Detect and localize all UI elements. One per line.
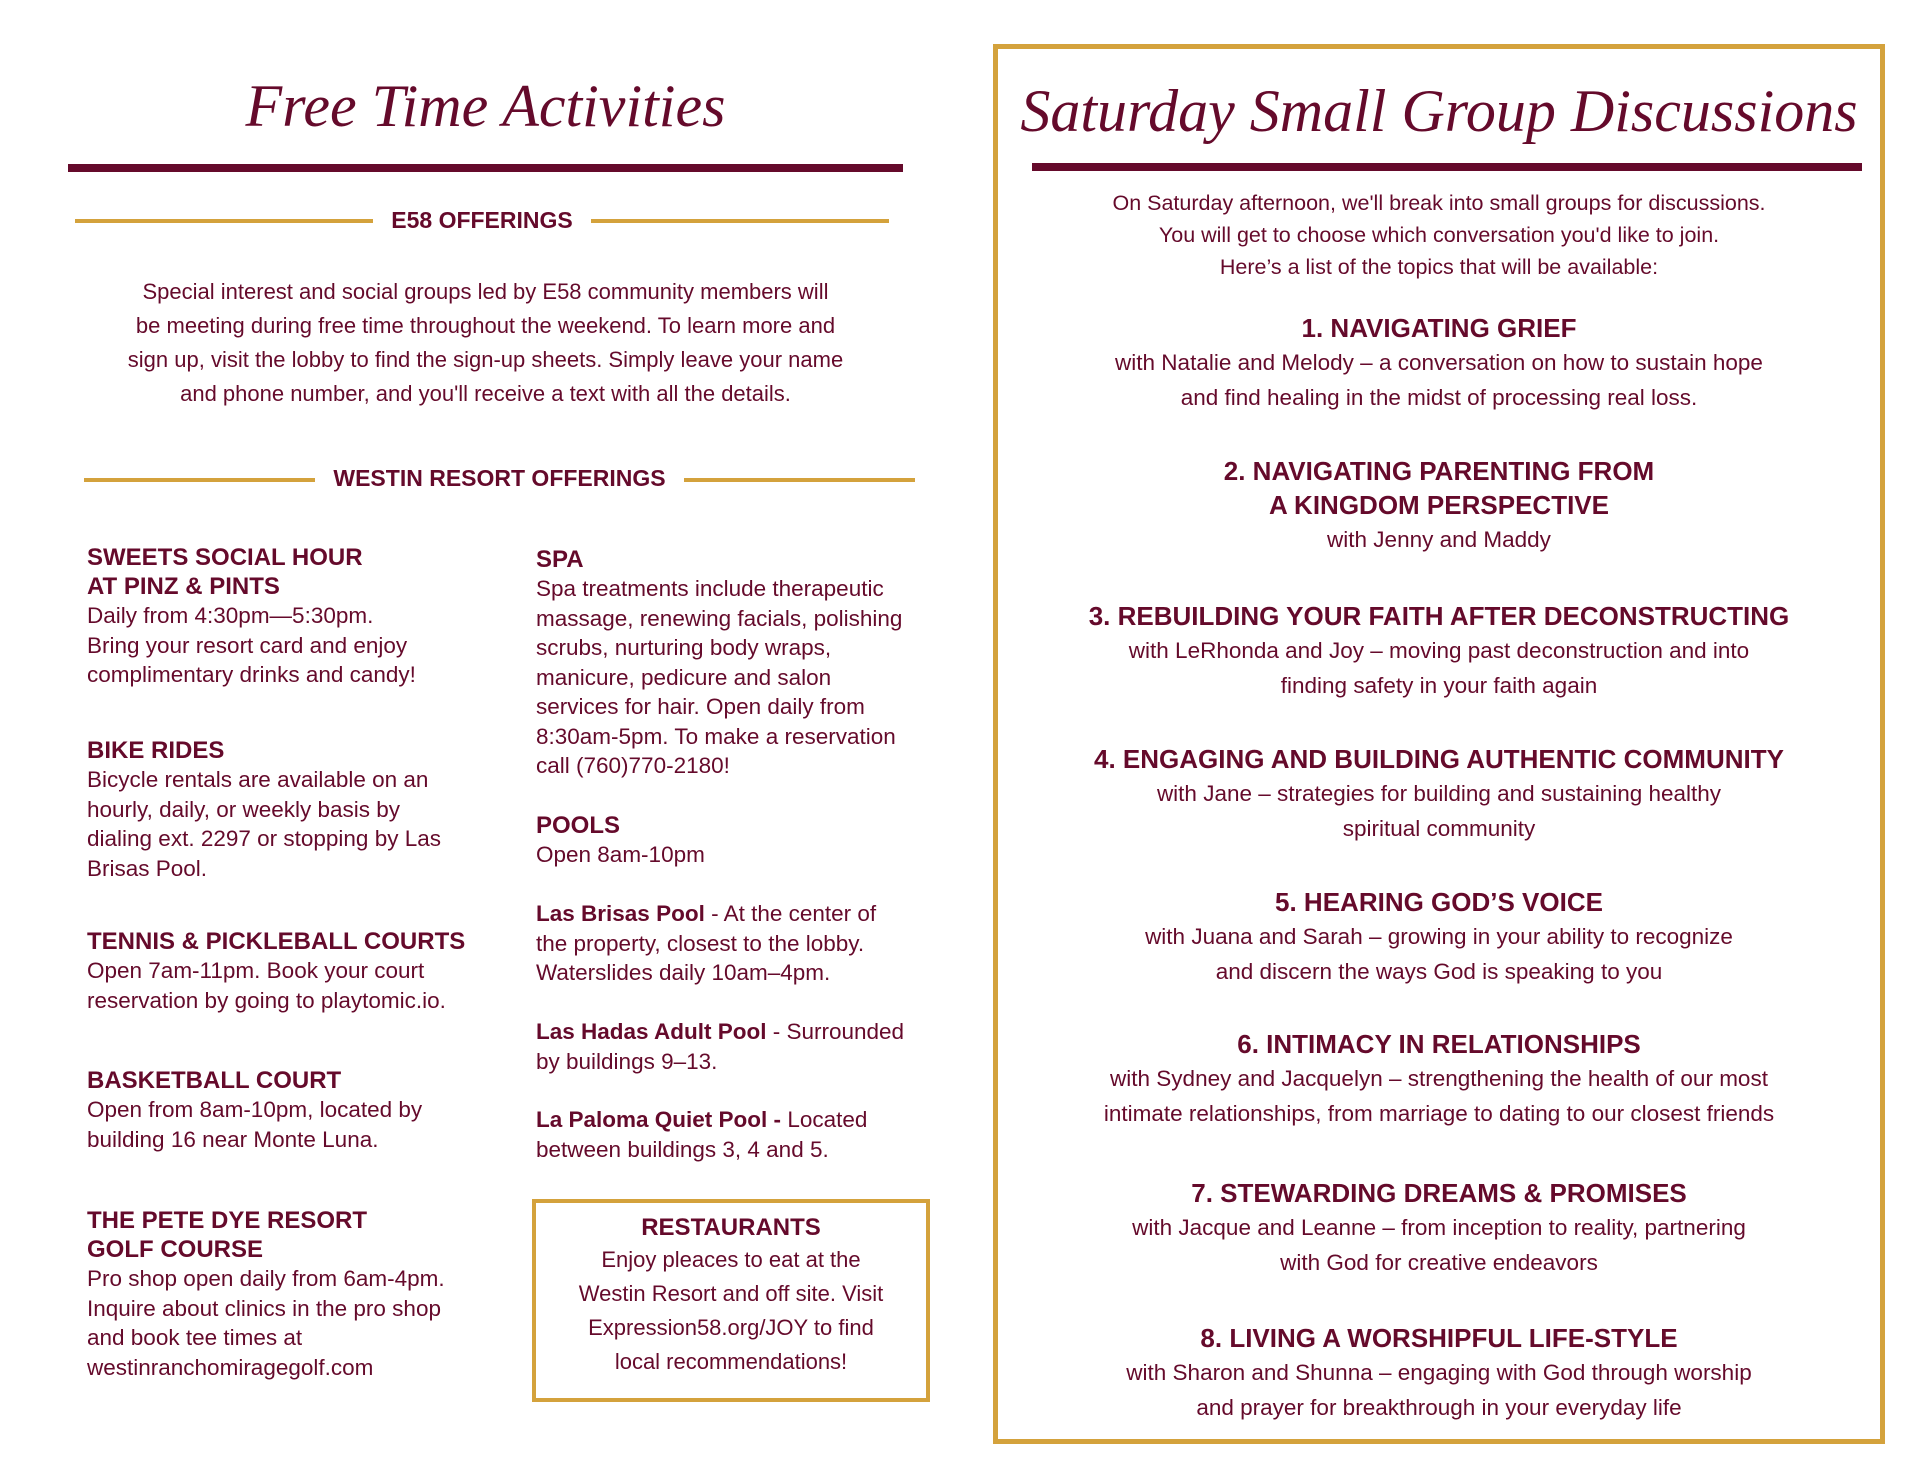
activity-body [87,601,507,690]
pool-text: At the center of [723,901,877,926]
topic-7 [998,1176,1880,1280]
activity-heading: BIKE RIDES [87,737,225,764]
topic-heading: 3. REBUILDING YOUR FAITH AFTER DECONSTRUCTING [1088,601,1790,631]
topic-desc-line: and find healing in the midst of processing real loss. [1180,385,1698,410]
topic-desc-line: with Sharon and Shunna – engaging with God through worship [1126,1360,1752,1385]
activity-heading: SPA [536,546,584,573]
topic-2 [998,454,1880,557]
activity-heading-line: GOLF COURSE [87,1236,264,1263]
topic-heading: 6. INTIMACY IN RELATIONSHIPS [1237,1029,1641,1059]
topic-desc-line: with Sydney and Jacquelyn – strengthening the health of our most [1110,1066,1768,1091]
activity-sweets-social-hour [87,543,507,690]
activity-golf-course [87,1206,507,1382]
topic-8 [998,1321,1880,1425]
topic-heading: 2. NAVIGATING PARENTING FROM [1223,456,1655,486]
pools-hours: Open 8am-10pm [536,842,705,867]
westin-label-wrap [84,465,915,492]
topic-heading: 4. ENGAGING AND BUILDING AUTHENTIC COMMUNITY [1094,744,1784,774]
pool-la-paloma [536,1105,956,1164]
activity-body-line: reservation by going to playtomic.io. [87,987,446,1013]
activity-body-line: 8:30am-5pm. To make a reservation [536,723,896,749]
e58-paragraph-line: Special interest and social groups led by E58 community members will [142,279,829,304]
activity-body-line: Bicycle rentals are available on an [87,767,429,792]
activity-heading: TENNIS & PICKLEBALL COURTS [87,928,466,955]
discussions-title-divider [1032,163,1862,171]
intro-line: You will get to choose which conversation you'd like to join. [1158,223,1720,247]
intro-line: On Saturday afternoon, we'll break into small groups for discussions. [1112,191,1766,215]
topic-4 [998,742,1880,846]
e58-paragraph-line: sign up, visit the lobby to find the sign-up sheets. Simply leave your name [127,347,844,372]
activity-body-line: Bring your resort card and enjoy [87,632,408,658]
intro-line: Here’s a list of the topics that will be available: [1219,255,1659,279]
pool-las-hadas [536,1017,956,1076]
topic-6 [998,1027,1880,1131]
e58-paragraph-line: be meeting during free time throughout the weekend. To learn more and [135,313,836,338]
activity-heading-line: SWEETS SOCIAL HOUR [87,544,363,571]
restaurants-line: local recommendations! [614,1349,848,1374]
discussions-intro [998,187,1880,283]
activity-body-line: Daily from 4:30pm—5:30pm. [87,603,374,628]
restaurants-line: Expression58.org/JOY to find [588,1315,874,1340]
activity-heading-line: AT PINZ & PINTS [87,573,280,600]
activity-heading: POOLS [536,812,621,839]
discussions-title: Saturday Small Group Discussions [1020,78,1858,144]
topic-5 [998,885,1880,989]
pool-name: Las Brisas Pool [536,901,705,926]
activity-body-line: Brisas Pool. [87,855,208,881]
activity-body-line: call (760)770-2180! [536,753,730,778]
pool-line: between buildings 3, 4 and 5. [536,1136,829,1162]
restaurants-line: Enjoy pleaces to eat at the [601,1247,861,1272]
activity-body-line: dialing ext. 2297 or stopping by Las [87,826,441,851]
title-divider [68,164,903,172]
activity-bike-rides [87,736,507,883]
e58-offerings-label: E58 OFFERINGS [373,207,590,233]
activity-body-line: Open 7am-11pm. Book your court [87,958,425,983]
topic-3 [998,599,1880,703]
e58-paragraph [68,275,903,411]
topic-heading: 1. NAVIGATING GRIEF [1301,313,1577,343]
free-time-title: Free Time Activities [245,73,726,139]
activity-body-line: Open from 8am-10pm, located by [87,1097,423,1122]
activity-body-line: Spa treatments include therapeutic [536,576,884,601]
activity-heading [87,543,507,601]
westin-offerings-label: WESTIN RESORT OFFERINGS [315,465,683,491]
e58-label-wrap [75,207,889,234]
activity-spa [536,545,956,781]
activity-heading-line: THE PETE DYE RESORT [87,1207,368,1234]
topic-heading: 8. LIVING A WORSHIPFUL LIFE-STYLE [1200,1323,1678,1353]
activity-heading: BASKETBALL COURT [87,1067,342,1094]
topic-1 [998,311,1880,415]
e58-paragraph-line: and phone number, and you'll receive a text with all the details. [180,381,791,406]
activity-body-line: massage, renewing facials, polishing [536,605,903,631]
activity-body-line: scrubs, nurturing body wraps, [536,635,832,660]
topic-desc-line: with Jenny and Maddy [1327,527,1551,552]
pool-text: Surrounded [786,1019,905,1044]
topic-desc-line: and prayer for breakthrough in your everyday life [1196,1395,1682,1420]
restaurants-box [532,1199,930,1402]
pool-separator: - [704,901,724,926]
pool-line [536,1017,956,1047]
activity-body-line: Inquire about clinics in the pro shop [87,1295,441,1321]
activity-body-line: westinranchomiragegolf.com [87,1354,374,1380]
activity-body-line: building 16 near Monte Luna. [87,1126,379,1152]
topic-desc-line: intimate relationships, from marriage to dating to our closest friends [1103,1101,1775,1126]
activity-heading [87,1206,507,1264]
pool-las-brisas [536,899,956,988]
topic-heading: 5. HEARING GOD’S VOICE [1275,887,1603,917]
activity-body [536,574,956,781]
topic-desc-line: with God for creative endeavors [1280,1250,1598,1275]
topic-desc-line: with Juana and Sarah – growing in your ability to recognize [1145,924,1733,949]
topic-desc-line: with Jane – strategies for building and sustaining healthy [1156,781,1722,806]
pool-name: Las Hadas Adult Pool [536,1019,767,1044]
activity-body-line: hourly, daily, or weekly basis by [87,796,401,822]
activity-pools [536,811,956,870]
pool-line [536,1105,956,1135]
activity-body [87,1095,507,1154]
activity-body-line: complimentary drinks and candy! [87,662,416,687]
topic-heading: 7. STEWARDING DREAMS & PROMISES [1191,1178,1687,1208]
pool-line [536,899,956,929]
pool-text: Located [787,1107,868,1132]
activity-body [87,956,507,1015]
pool-line: Waterslides daily 10am–4pm. [536,960,831,985]
activity-body-line: and book tee times at [87,1325,303,1350]
topic-desc-line: with Jacque and Leanne – from inception to reality, partnering [1132,1215,1746,1240]
pool-line: the property, closest to the lobby. [536,930,865,956]
restaurants-heading: RESTAURANTS [641,1214,821,1241]
discussions-panel [993,44,1885,1444]
topic-desc-line: with Natalie and Melody – a conversation on how to sustain hope [1115,350,1763,375]
activity-body [87,1264,507,1382]
topic-desc-line: with LeRhonda and Joy – moving past deconstruction and into [1128,638,1750,663]
activity-body-line: Pro shop open daily from 6am-4pm. [87,1266,445,1291]
activity-basketball-court [87,1066,507,1154]
topic-desc-line: spiritual community [1342,816,1536,841]
activity-body [87,765,507,883]
topic-heading: A KINGDOM PERSPECTIVE [1269,490,1609,520]
topic-desc-line: and discern the ways God is speaking to you [1215,959,1663,984]
pool-name: La Paloma Quiet Pool - [536,1107,782,1132]
activity-tennis-pickleball [87,927,507,1015]
pool-separator: - [766,1019,787,1044]
restaurants-line: Westin Resort and off site. Visit [578,1281,884,1306]
activity-body-line: services for hair. Open daily from [536,694,865,719]
pool-line: by buildings 9–13. [536,1048,718,1074]
topic-desc-line: finding safety in your faith again [1280,673,1598,698]
activity-body-line: manicure, pedicure and salon [536,664,832,690]
restaurants-body [536,1243,926,1379]
